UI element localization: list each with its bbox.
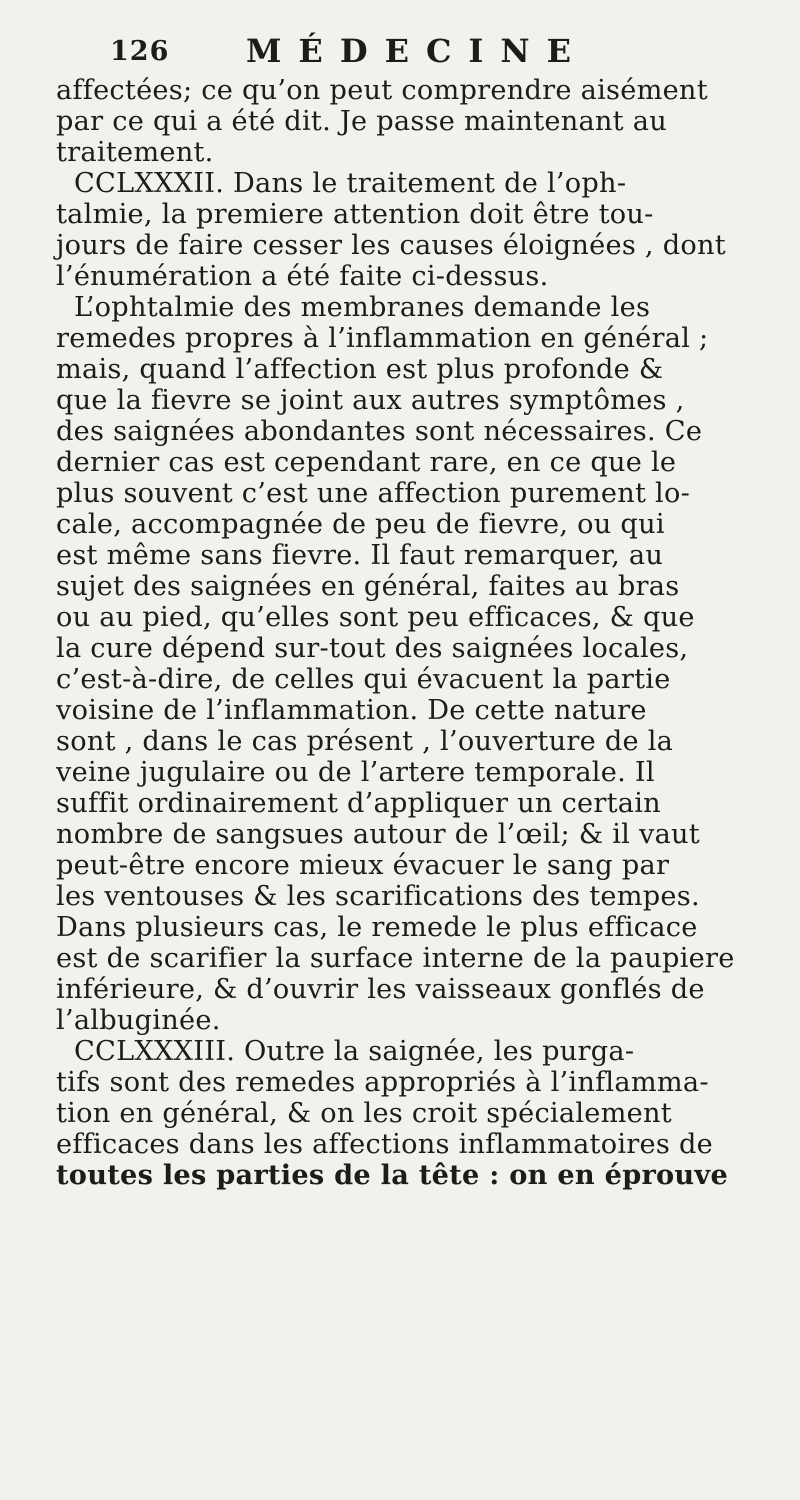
text-line: plus souvent c’est une affection purement lo- — [56, 478, 691, 509]
text-line: sont , dans le cas présent , l’ouverture de la — [56, 726, 674, 757]
section-heading-line: CCLXXXII. Dans le traitement de l’oph- — [74, 168, 627, 199]
text-line: est même sans fievre. Il faut remarquer, au — [56, 540, 664, 571]
text-line: efficaces dans les affections inflammatoires de — [56, 1129, 713, 1160]
page-header — [78, 32, 778, 80]
text-line: sujet des saignées en général, faites au bras — [56, 571, 680, 602]
text-line: traitement. — [56, 137, 214, 168]
text-line: inférieure, & d’ouvrir les vaisseaux gonflés de — [56, 974, 705, 1005]
page-number: 126 — [110, 36, 170, 67]
text-line: Dans plusieurs cas, le remede le plus efficace — [56, 912, 698, 943]
text-line: l’énumération a été faite ci-dessus. — [56, 261, 549, 292]
text-line: tifs sont des remedes appropriés à l’inflamma- — [56, 1067, 709, 1098]
paragraph-start-line: L’ophtalmie des membranes demande les — [74, 292, 651, 323]
text-line: voisine de l’inflammation. De cette nature — [56, 695, 647, 726]
text-line: dernier cas est cependant rare, en ce que le — [56, 447, 677, 478]
text-line: ou au pied, qu’elles sont peu efficaces, & que — [56, 602, 695, 633]
text-line: c’est-à-dire, de celles qui évacuent la partie — [56, 664, 671, 695]
text-line: par ce qui a été dit. Je passe maintenant au — [56, 106, 667, 137]
text-line: des saignées abondantes sont nécessaires. Ce — [56, 416, 703, 447]
text-line: veine jugulaire ou de l’artere temporale. Il — [56, 757, 655, 788]
text-line: suffit ordinairement d’appliquer un certain — [56, 788, 661, 819]
text-line: nombre de sangsues autour de l’œil; & il vaut — [56, 819, 700, 850]
text-line: talmie, la premiere attention doit être tou- — [56, 199, 654, 230]
text-line: que la fievre se joint aux autres symptômes , — [56, 385, 685, 416]
text-line: l’albuginée. — [56, 1005, 221, 1036]
text-line: la cure dépend sur-tout des saignées locales, — [56, 633, 689, 664]
body-text — [56, 75, 756, 1191]
text-line: toutes les parties de la tête : on en éprouve — [56, 1159, 729, 1191]
text-line: remedes propres à l’inflammation en général ; — [56, 323, 709, 354]
text-line: les ventouses & les scarifications des tempes. — [56, 881, 700, 912]
text-line: peut-être encore mieux évacuer le sang par — [56, 850, 670, 881]
text-line: cale, accompagnée de peu de fievre, ou qui — [56, 509, 665, 540]
section-heading-line: CCLXXXIII. Outre la saignée, les purga- — [74, 1036, 635, 1067]
running-head: MÉDECINE — [246, 32, 589, 70]
text-line: mais, quand l’affection est plus profonde & — [56, 354, 664, 385]
text-line: affectées; ce qu’on peut comprendre aisément — [56, 75, 708, 106]
text-line: est de scarifier la surface interne de la paupiere — [56, 943, 735, 974]
text-line: tion en général, & on les croit spécialement — [56, 1098, 672, 1129]
text-line: jours de faire cesser les causes éloignées , dont — [56, 230, 726, 261]
